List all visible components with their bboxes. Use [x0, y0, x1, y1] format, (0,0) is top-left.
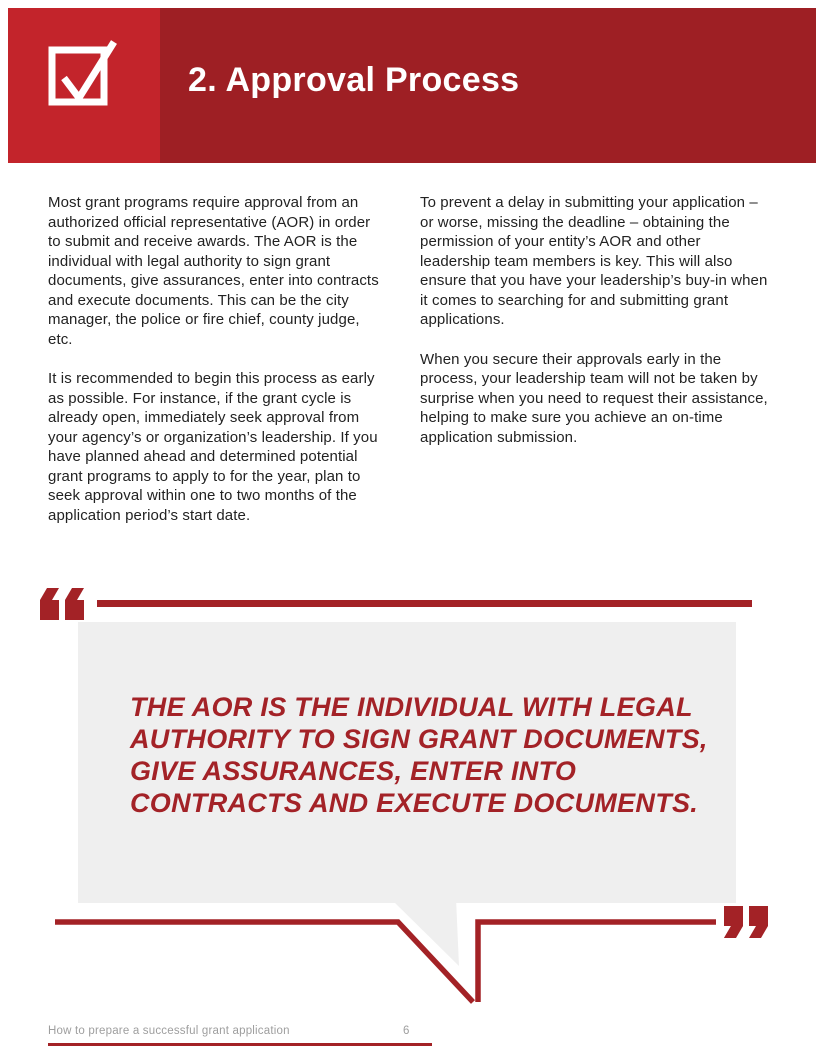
quote-line: CONTRACTS AND EXECUTE DOCUMENTS. [130, 788, 699, 818]
quote-box [78, 622, 736, 903]
pull-quote [130, 691, 736, 819]
left-column [48, 193, 384, 545]
paragraph: It is recommended to begin this process as early as possible. For instance, if the grant cycle is already open, immediately seek approval from your agency’s or organization’s leadership. If you have planned ahead and determined potential grant programs to apply to for the year, plan to seek approval within one to two months of the application period’s start date. [48, 370, 378, 524]
quote-line: GIVE ASSURANCES, ENTER INTO [130, 756, 577, 786]
quote-bottom-rule-left [55, 922, 473, 1002]
quote-line: AUTHORITY TO SIGN GRANT DOCUMENTS, [130, 724, 708, 754]
paragraph: To prevent a delay in submitting your application – or worse, missing the deadline – obtaining the permission of your entity’s AOR and other leadership team members is key. This will also ensure that you have your leadership’s buy-in when it comes to searching for and submitting grant applications. [420, 194, 768, 328]
footer-document-title: How to prepare a successful grant application [48, 1025, 290, 1037]
quote-top-rule [97, 600, 752, 607]
open-quote-icon [40, 588, 84, 620]
quote-line: THE AOR IS THE INDIVIDUAL WITH LEGAL [130, 692, 693, 722]
footer-page-number: 6 [403, 1025, 410, 1037]
header-accent-square [8, 8, 160, 163]
close-quote-icon [724, 906, 768, 938]
header-banner [160, 8, 816, 163]
quote-bottom-decoration [0, 898, 816, 1010]
paragraph: Most grant programs require approval from an authorized official representative (AOR) in order to submit and receive awards. The AOR is the individual with legal authority to sign grant documents, give assurances, enter into contracts and execute documents. This can be the city manager, the police or fire chief, county judge, etc. [48, 194, 379, 348]
page-title: 2. Approval Process [188, 61, 520, 99]
speech-tail [390, 898, 459, 966]
checkbox-checked-icon [8, 8, 160, 163]
paragraph: When you secure their approvals early in the process, your leadership team will not be taken by surprise when you need to request their assistance, helping to make sure you achieve an on-time application submission. [420, 350, 768, 446]
quote-bottom-rule-right [478, 922, 716, 1002]
footer-rule [48, 1043, 432, 1046]
right-column [420, 193, 772, 467]
